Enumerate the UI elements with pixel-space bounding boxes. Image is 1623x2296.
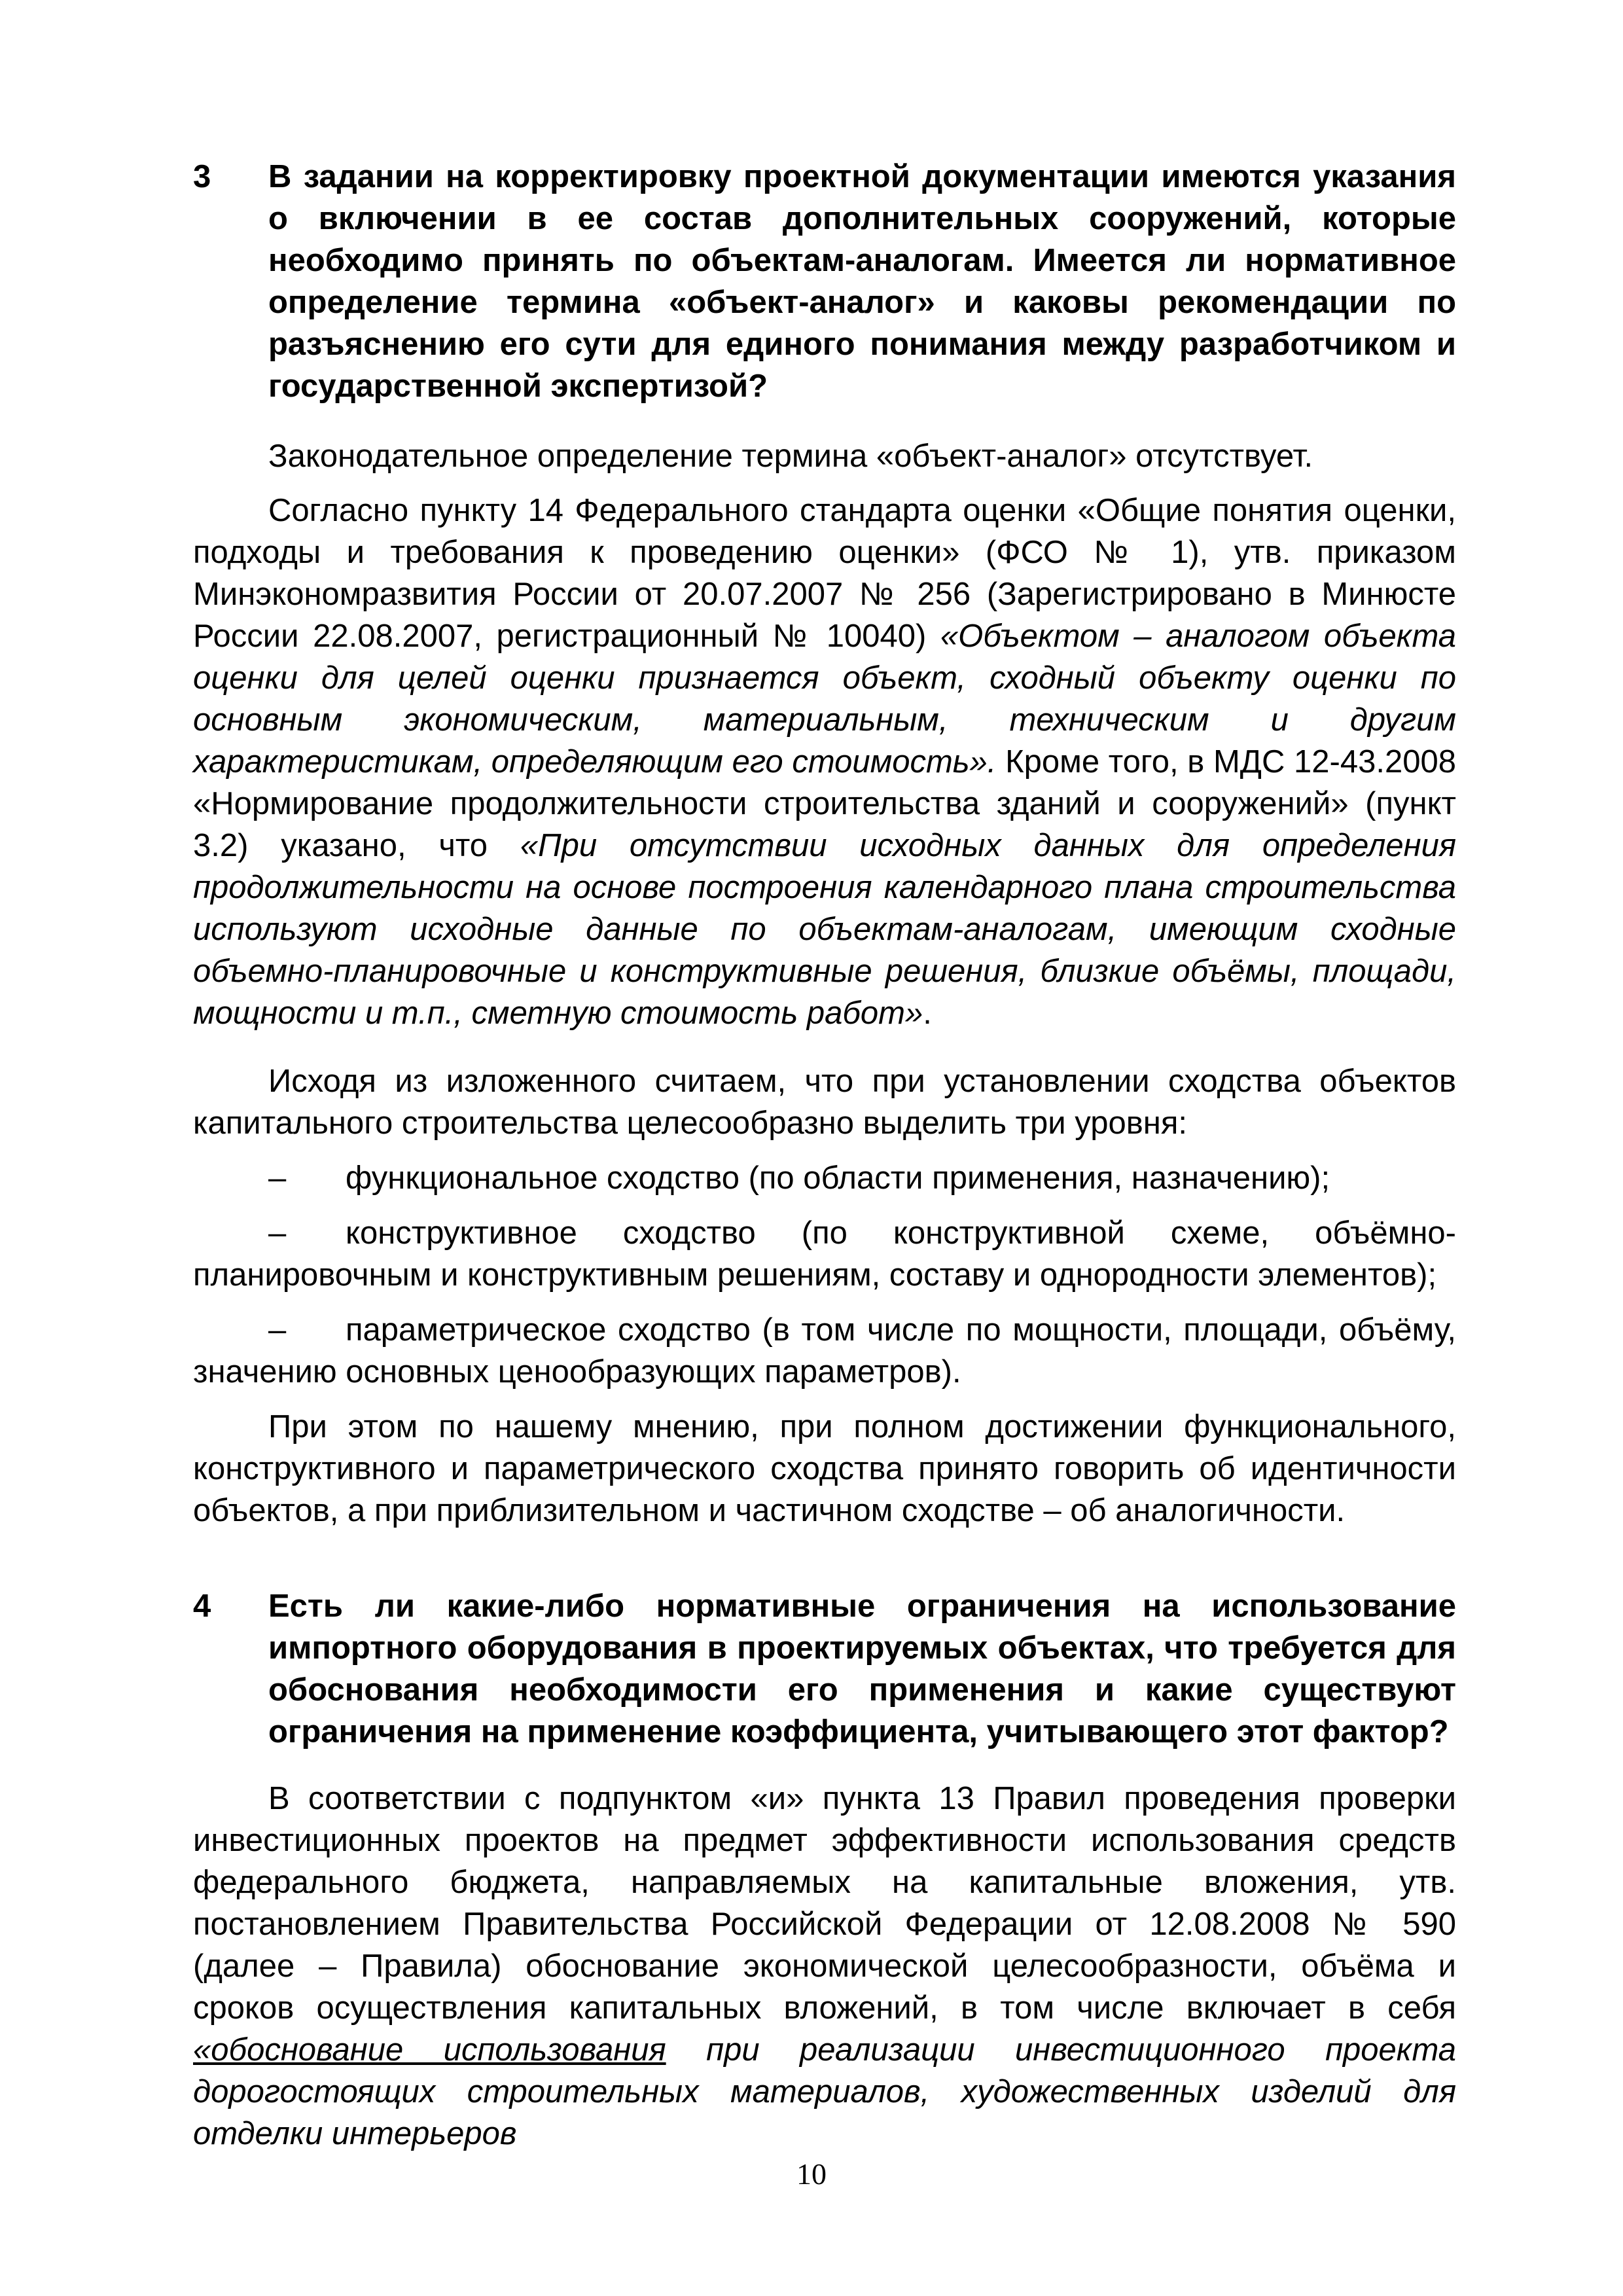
question-4	[193, 1585, 1456, 1753]
paragraph-text: .	[923, 996, 932, 1031]
list-item-text: функциональное сходство (по области применения, назначению);	[346, 1160, 1330, 1196]
question-3	[193, 156, 1456, 407]
list-item	[193, 1157, 1456, 1199]
list-item-text: параметрическое сходство (в том числе по мощности, площади, объёму, значению основных ценообразующих параметров).	[193, 1312, 1456, 1390]
question-number: 4	[193, 1588, 211, 1624]
underlined-quote-text: «обоснование использования	[193, 2032, 666, 2068]
paragraph	[193, 490, 1456, 1034]
paragraph: Законодательное определение термина «объект-аналог» отсутствует.	[268, 439, 1313, 474]
list-item	[193, 1212, 1456, 1296]
paragraph: Исходя из изложенного считаем, что при установлении сходства объектов капитального строительства целесообразно выделить три уровня:	[193, 1064, 1456, 1141]
dash-marker: –	[268, 1312, 287, 1348]
list-item	[193, 1309, 1456, 1393]
dash-marker: –	[268, 1215, 287, 1251]
question-text: Есть ли какие-либо нормативные ограничения на использование импортного оборудования в проектируемых объектах, что требуется для обоснования необходимости его применения и какие существуют ограничения на применение коэффициента, учитывающего этот фактор?	[268, 1588, 1456, 1749]
question-number: 3	[193, 159, 211, 194]
question-text: В задании на корректировку проектной документации имеются указания о включении в ее состав дополнительных сооружений, которые необходимо принять по объектам-аналогам. Имеется ли нормативное определение термина «объект-аналог» и каковы рекомендации по разъяснению его сути для единого понимания между разработчиком и государственной экспертизой?	[268, 159, 1456, 404]
dash-marker: –	[268, 1160, 287, 1196]
list-item-text: конструктивное сходство (по конструктивной схеме, объёмно-планировочным и конструктивным решениям, составу и однородности элементов);	[193, 1215, 1456, 1293]
page-number: 10	[796, 2157, 827, 2191]
quote-text: при реализации инвестиционного проекта дорогостоящих строительных материалов, художественных изделий для отделки интерьеров	[193, 2032, 1457, 2151]
quote-text: «Объектом – аналогом объекта оценки для целей оценки признается объект, сходный объекту оценки по основным экономическим, материальным, техническим и другим характеристикам, определяющим его стоимость».	[193, 619, 1456, 780]
quote-text: «При отсутствии исходных данных для определения продолжительности на основе построения календарного плана строительства используют исходные данные по объектам-аналогам, имеющим сходные объемно-планировочные и конструктивные решения, близкие объёмы, площади, мощности и т.п., сметную стоимость работ»	[193, 828, 1456, 1031]
paragraph-text: Кроме того, в МДС 12-43.2008 «Нормирование продолжительности строительства зданий и сооружений» (пункт 3.2) указано, что	[193, 744, 1456, 863]
paragraph-text: В соответствии с подпунктом «и» пункта 13 Правил проведения проверки инвестиционных проектов на предмет эффективности использования средств федерального бюджета, направляемых на капитальные вложения, утв. постановлением Правительства Российской Федерации от 12.08.2008 № 590 (далее – Правила) обоснование экономической целесообразности, объёма и сроков осуществления капитальных вложений, в том числе включает в себя	[193, 1781, 1456, 2026]
paragraph	[193, 1778, 1456, 2155]
paragraph-text: Согласно пункту 14 Федерального стандарта оценки «Общие понятия оценки, подходы и требования к проведению оценки» (ФСО № 1), утв. приказом Минэкономразвития России от 20.07.2007 № 256 (Зарегистрировано в Минюсте России 22.08.2007, регистрационный № 10040)	[193, 493, 1456, 654]
paragraph: При этом по нашему мнению, при полном достижении функционального, конструктивного и параметрического сходства принято говорить об идентичности объектов, а при приблизительном и частичном сходстве – об аналогичности.	[193, 1409, 1456, 1528]
